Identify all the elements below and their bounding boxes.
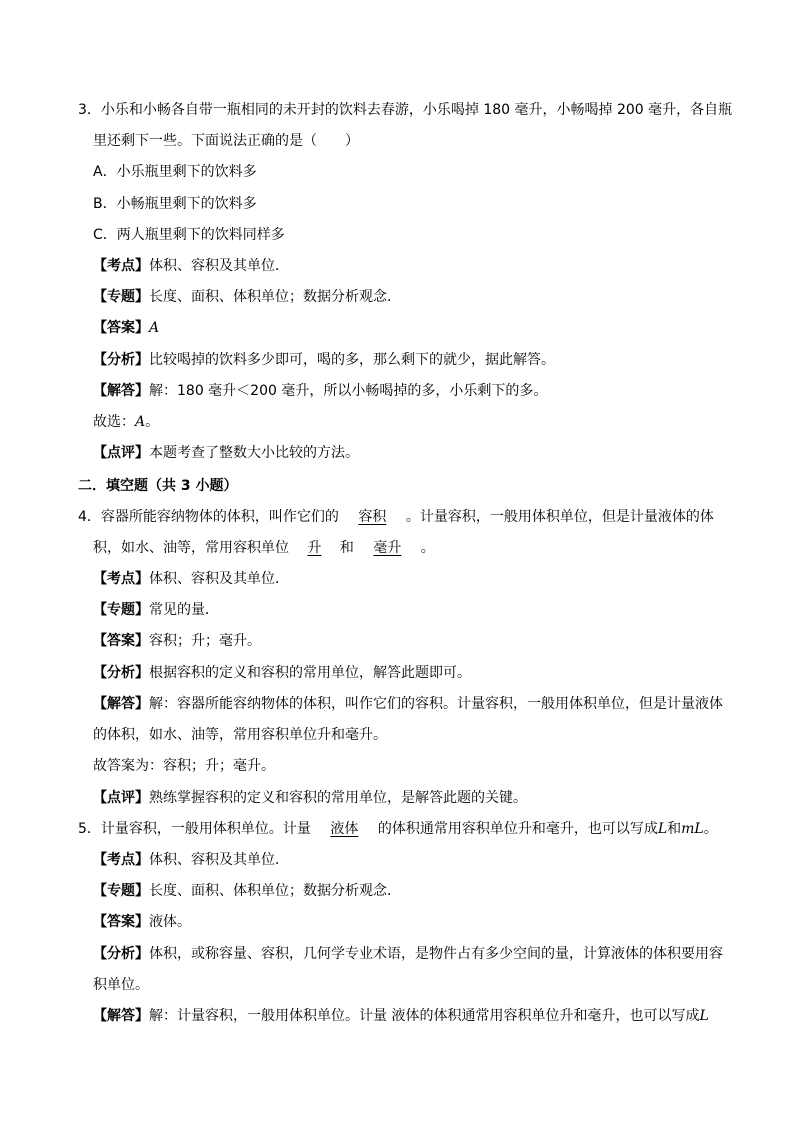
q5-stem-part1: 计量容积，一般用体积单位。计量 [100,821,316,837]
jieda-text: 解：计量容积，一般用体积单位。计量 液体的体积通常用容积单位升和毫升，也可以写成 [149,1008,700,1024]
q3-stem-text: 小乐和小畅各自带一瓶相同的未开封的饮料去春游，小乐喝掉 180 毫升，小畅喝掉 200 毫升，各自瓶 [100,102,733,118]
q4-zhuanti [93,600,219,620]
kaodian-tag: 【考点】 [93,258,149,274]
q5-blank-1: 液体 [330,821,359,837]
daan-text: A [149,320,160,336]
q5-unit-l: L [657,821,668,837]
q3-option-b: B．小畅瓶里剩下的饮料多 [93,196,257,212]
fenxi-tag: 【分析】 [93,946,149,962]
fenxi-text: 比较喝掉的饮料多少即可，喝的多，那么剩下的就少，据此解答。 [149,352,555,368]
dianping-tag: 【点评】 [93,445,149,461]
fenxi-text: 根据容积的定义和容积的常用单位，解答此题即可。 [149,665,471,681]
jieda-unit-l: L [699,1008,709,1024]
kaodian-text: 体积、容积及其单位． [149,852,289,868]
daan-text: 容积；升；毫升。 [149,633,261,649]
q5-daan [93,912,191,932]
fenxi-tag: 【分析】 [93,352,149,368]
q3-stem-line1 [78,100,732,120]
daan-tag: 【答案】 [93,914,149,930]
kaodian-tag: 【考点】 [93,571,149,587]
zhuanti-text: 长度、面积、体积单位；数据分析观念． [149,289,401,305]
dianping-text: 熟练掌握容积的定义和容积的常用单位，是解答此题的关键。 [149,790,527,806]
q5-fenxi-line2: 积单位。 [93,977,149,993]
q4-daan [93,631,261,651]
guxuan-prefix: 故选： [93,414,135,430]
q3-stem-line2: 里还剩下一些。下面说法正确的是（ ） [93,133,359,149]
daan-tag: 【答案】 [93,320,149,336]
jieda-tag: 【解答】 [93,1008,149,1024]
jieda-text: 解：180 毫升＜200 毫升，所以小畅喝掉的多，小乐剩下的多。 [149,383,548,399]
q4-stem-line2 [93,538,435,558]
q4-stem-line2-part3: 。 [416,540,435,556]
q4-number: 4． [78,509,101,525]
guxuan-suffix: 。 [145,414,160,430]
jieda-tag: 【解答】 [93,696,149,712]
zhuanti-text: 长度、面积、体积单位；数据分析观念． [149,883,401,899]
zhuanti-tag: 【专题】 [93,289,149,305]
q3-daan [93,318,159,338]
q4-stem-line1 [78,507,714,527]
guxuan-answer: A [135,414,146,430]
q4-stem-line2-part1: 积，如水、油等，常用容积单位 [93,540,294,556]
zhuanti-tag: 【专题】 [93,602,149,618]
q3-option-c: C．两人瓶里剩下的饮料同样多 [93,227,285,243]
q3-zhuanti [93,287,401,307]
fenxi-tag: 【分析】 [93,665,149,681]
section2-title: 二．填空题（共 3 小题） [78,478,238,494]
q5-stem-part2: 的体积通常用容积单位升和毫升，也可以写成 [373,821,658,837]
q3-dianping [93,443,359,463]
daan-tag: 【答案】 [93,633,149,649]
fenxi-text: 体积，或称容量、容积，几何学专业术语，是物件占有多少空间的量，计算液体的体积要用容 [149,946,723,962]
dianping-tag: 【点评】 [93,790,149,806]
q3-number: 3． [78,102,101,118]
q4-gudaan: 故答案为：容积；升；毫升。 [93,758,275,774]
q5-number: 5． [78,821,101,837]
q3-option-a: A．小乐瓶里剩下的饮料多 [93,164,257,180]
zhuanti-tag: 【专题】 [93,883,149,899]
jieda-tag: 【解答】 [93,383,149,399]
q5-stem-line1 [78,819,718,839]
q5-stem-and: 和 [667,821,682,837]
kaodian-tag: 【考点】 [93,852,149,868]
jieda-text: 解：容器所能容纳物体的体积，叫作它们的容积。计量容积，一般用体积单位，但是计量液体 [149,696,723,712]
q5-unit-ml: mL [681,821,704,837]
q4-fenxi [93,663,471,683]
q4-jieda-line2: 的体积，如水、油等，常用容积单位升和毫升。 [93,727,387,743]
q4-stem-line2-part2: 和 [335,540,359,556]
q5-fenxi-line1 [93,944,723,964]
dianping-text: 本题考查了整数大小比较的方法。 [149,445,359,461]
q3-fenxi [93,350,555,370]
zhuanti-text: 常见的量． [149,602,219,618]
q3-guxuan [93,412,159,432]
daan-text: 液体。 [149,914,191,930]
q4-dianping [93,788,527,808]
q4-blank-2: 升 [307,540,322,556]
q3-kaodian [93,256,289,276]
kaodian-text: 体积、容积及其单位． [149,258,289,274]
q4-blank-3: 毫升 [373,540,402,556]
q4-jieda-line1 [93,694,723,714]
q4-stem-part2: 。计量容积，一般用体积单位，但是计量液体的体 [401,509,714,525]
q4-kaodian [93,569,289,589]
q5-stem-end: 。 [703,821,718,837]
q5-zhuanti [93,881,401,901]
q5-jieda-line1 [93,1006,709,1026]
q4-blank-1: 容积 [358,509,387,525]
q4-stem-part1: 容器所能容纳物体的体积，叫作它们的 [100,509,344,525]
q5-kaodian [93,850,289,870]
kaodian-text: 体积、容积及其单位． [149,571,289,587]
q3-jieda [93,381,547,401]
